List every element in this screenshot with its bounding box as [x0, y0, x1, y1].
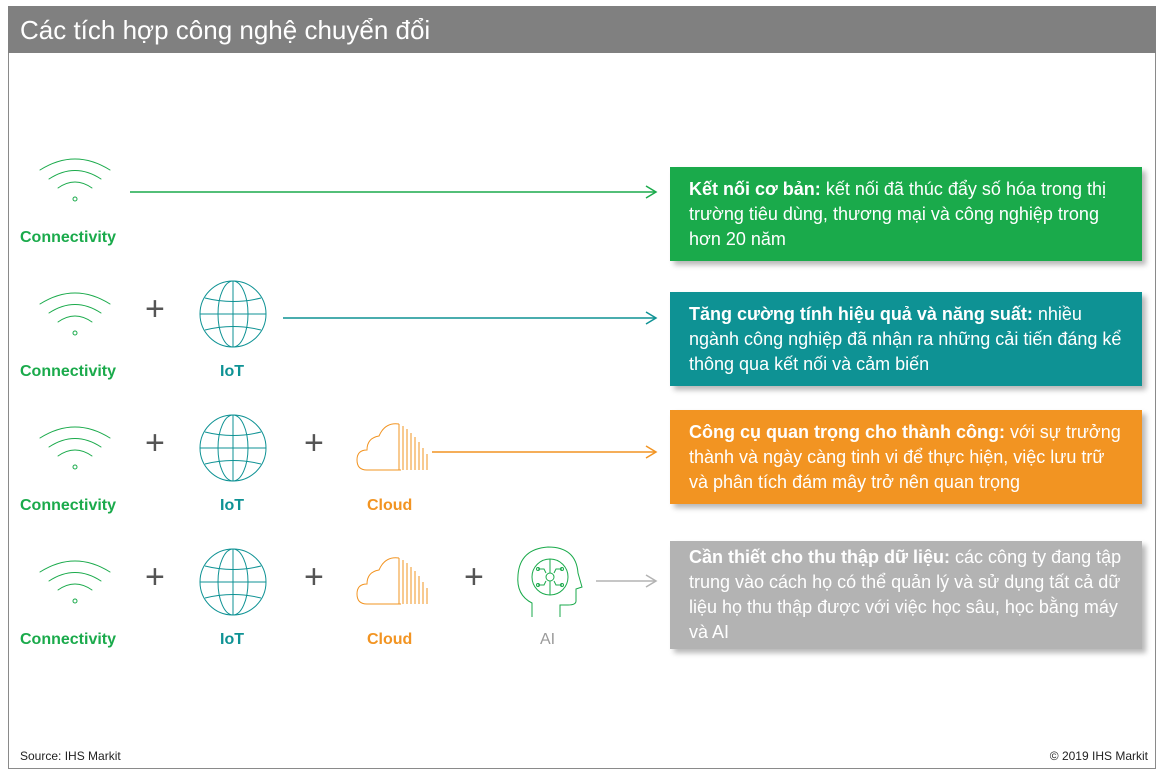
- box-title: Cần thiết cho thu thập dữ liệu:: [689, 547, 951, 567]
- description-box-2: [670, 292, 1142, 386]
- wifi-icon: [36, 284, 114, 344]
- iot-label: IoT: [220, 497, 244, 514]
- plus-sign: +: [145, 290, 165, 328]
- ai-head-icon: [512, 543, 584, 619]
- box-title: Công cụ quan trọng cho thành công:: [689, 421, 1005, 442]
- cloud-label: Cloud: [367, 631, 413, 648]
- wifi-icon: [36, 150, 114, 210]
- iot-label: IoT: [220, 363, 244, 380]
- wifi-icon: [36, 552, 114, 612]
- connectivity-label: Connectivity: [20, 631, 117, 648]
- description-box-3: [670, 410, 1142, 504]
- box-title: Tăng cường tính hiệu quả và năng suất:: [689, 303, 1033, 324]
- box-text: kết nối đã thúc đẩy số hóa trong thị trường tiêu dùng, thương mại và công nghiệp trong hơn 20 năm: [689, 178, 1107, 249]
- arrow-row-4: [596, 575, 656, 587]
- source-note: Source: IHS Markit: [20, 749, 121, 763]
- arrow-row-2: [283, 312, 656, 324]
- connectivity-label: Connectivity: [20, 363, 117, 380]
- box-text: các công ty đang tập trung vào cách họ có thể quản lý và sử dụng tất cả dữ liệu họ thu thập được với việc học sâu, học bằng máy và AI: [689, 547, 1122, 642]
- box-title: Kết nối cơ bản:: [689, 178, 821, 199]
- description-box-1: [670, 167, 1142, 261]
- box-text: nhiều ngành công nghiệp đã nhận ra những cải tiến đáng kể thông qua kết nối và cảm biến: [689, 303, 1122, 374]
- box-text: với sự trưởng thành và ngày càng tinh vi để thực hiện, việc lưu trữ và phân tích đám mây trở nên quan trọng: [689, 421, 1121, 492]
- cloud-icon: [355, 420, 429, 472]
- page-title: Các tích hợp công nghệ chuyển đổi: [20, 15, 431, 45]
- arrow-row-1: [130, 186, 656, 198]
- plus-sign: +: [145, 558, 165, 596]
- plus-sign: +: [304, 424, 324, 462]
- description-box-4: [670, 541, 1142, 649]
- plus-sign: +: [145, 424, 165, 462]
- plus-sign: +: [464, 558, 484, 596]
- wifi-icon: [36, 418, 114, 478]
- connectivity-label: Connectivity: [20, 497, 117, 514]
- globe-icon: [197, 546, 269, 618]
- ai-label: AI: [540, 631, 556, 648]
- arrow-row-3: [432, 446, 656, 458]
- globe-icon: [197, 278, 269, 350]
- connectivity-label: Connectivity: [20, 229, 117, 246]
- cloud-icon: [355, 554, 429, 606]
- globe-icon: [197, 412, 269, 484]
- copyright-note: © 2019 IHS Markit: [1049, 749, 1148, 763]
- plus-sign: +: [304, 558, 324, 596]
- iot-label: IoT: [220, 631, 244, 648]
- cloud-label: Cloud: [367, 497, 413, 514]
